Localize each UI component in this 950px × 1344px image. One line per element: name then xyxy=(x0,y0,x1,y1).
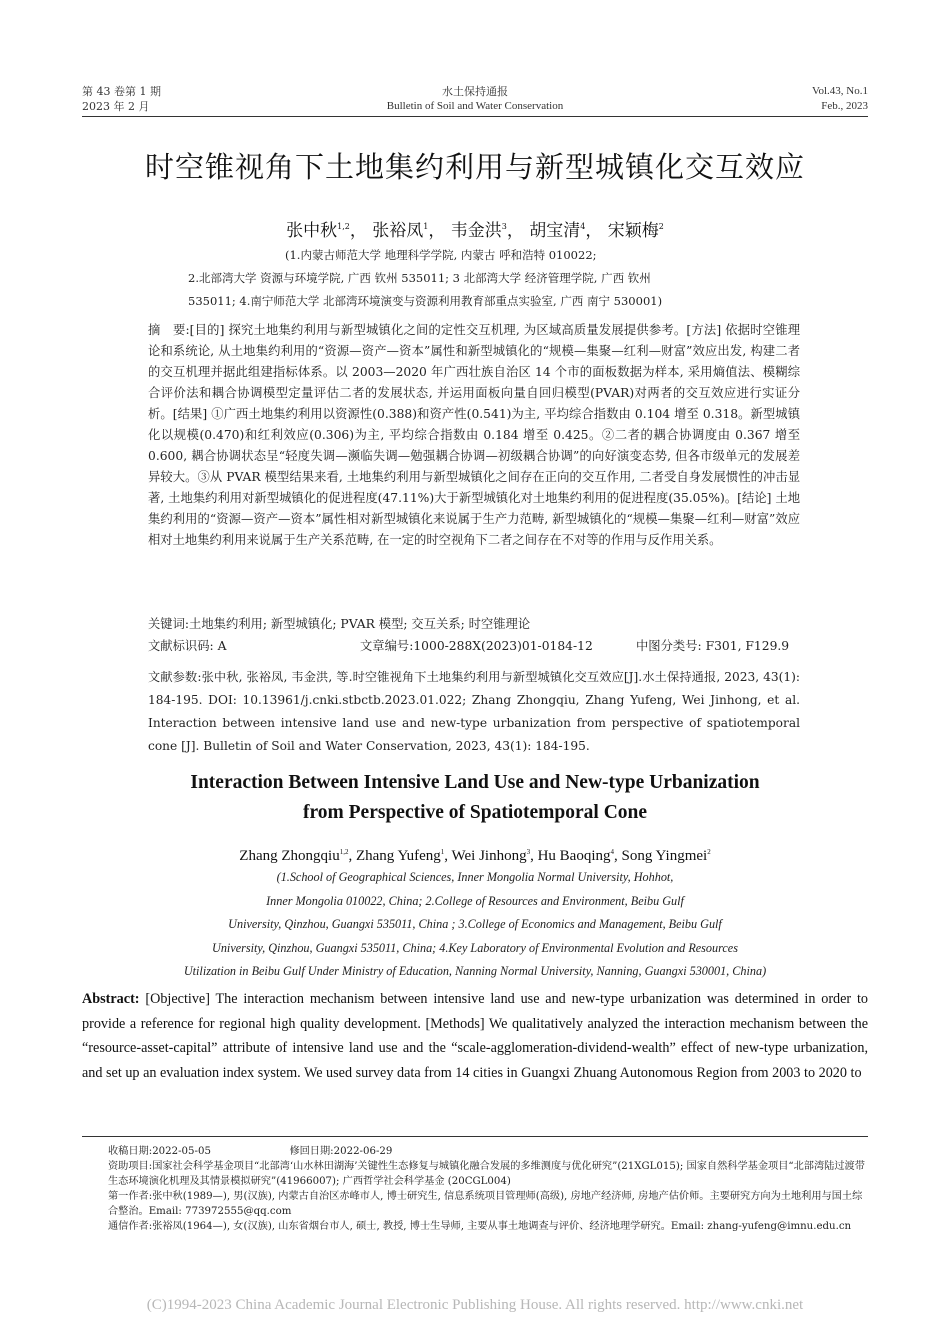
en-author: Zhang Yufeng$^1$ xyxy=(355,848,445,864)
footnote-funding: 资助项目:国家社会科学基金项目“北部湾‘山水林田湖海’关键性生态修复与城镇化融合发展的多维测度与优化研究”(21XGL015); 国家自然科学基金项目“北部湾陆过渡带生态环境演化机理及其情景模拟研究”(41966007); 广西哲学社会科学基金 (20CGL004) xyxy=(108,1161,865,1187)
header-rule xyxy=(82,116,868,117)
en-abstract-label: Abstract: xyxy=(82,991,140,1007)
cn-abstract-label: 摘 要: xyxy=(148,323,190,337)
citation: 文献参数:张中秋, 张裕凤, 韦金洪, 等.时空锥视角下土地集约利用与新型城镇化交互效应[J].水土保持通报, 2023, 43(1): 184-195. DOI: 10.13961/j.cnki.stbctb.2023.01.022; Zhang Zhongqiu, Zhang Yufeng, Wei Jinhong, et al. Interaction between intensive land use and new-type urbanization from perspective of spatiotemporal cone [J]. Bulletin of Soil and Water Conservation, 2023, 43(1): 184-195. xyxy=(148,670,800,753)
en-abstract-text: [Objective] The interaction mechanism between intensive land use and new-type urbanization was determined in order to provide a reference for regional high quality development. [Methods] We qualitatively analyzed the interaction mechanism between the “resource-asset-capital” attribute of intensive land use and the “scale-agglomeration-dividend-wealth” effect of new-type urbanization, and set up an evaluation index system. We used survey data from 14 cities in Guangxi Zhuang Autonomous Region from 2003 to 2020 to xyxy=(82,991,868,1081)
cn-authors: 张中秋$^{1,2}$， 张裕凤$^1$， 韦金洪$^3$， 胡宝清$^4$， 宋颖梅$^2$ xyxy=(286,221,664,241)
en-author: Hu Baoqing$^4$ xyxy=(537,848,614,864)
cn-abstract xyxy=(148,320,800,551)
cn-abstract-text: [目的] 探究土地集约利用与新型城镇化之间的定性交互机理, 为区域高质量发展提供参考。[方法] 依据时空锥理论和系统论, 从土地集约利用的“资源—资产—资本”属性和新型城镇化的“规模—集聚—红利—财富”效应出发, 构建二者的交互机理并据此组建指标体系。以 2003—2020 年广西壮族自治区 14 个市的面板数据为样本, 采用熵值法、模糊综合评价法和耦合协调模型定量评估二者的发展状态, 并运用面板向量自回归模型(PVAR)对两者的交互效应进行实证分析。[结果] ①广西土地集约利用以资源性(0.388)和资产性(0.541)为主, 平均综合指数由 0.104 增至 0.318。新型城镇化以规模(0.470)和红利效应(0.306)为主, 平均综合指数由 0.184 增至 0.425。②二者的耦合协调度由 0.367 增至 0.600, 耦合协调状态呈“轻度失调—濒临失调—勉强耦合协调—初级耦合协调”的向好演变态势, 但各市级单元的发展差异较大。③从 PVAR 模型结果来看, 土地集约利用与新型城镇化之间存在正向的交互作用, 二者受自身发展惯性的冲击显著, 土地集约利用对新型城镇化的促进程度(47.11%)大于新型城镇化对土地集约利用的促进程度(35.05%)。[结论] 土地集约利用的“资源—资产—资本”属性相对新型城镇化来说属于生产力范畴, 新型城镇化的“规模—集聚—红利—财富”效应相对土地集约利用来说属于生产关系范畴, 在一定的时空视角下二者之间存在不对等的作用与反作用关系。 xyxy=(148,323,801,547)
cn-author: 胡宝清$^4$ xyxy=(529,221,586,241)
cn-affiliation-line: (1.内蒙古师范大学 地理科学学院, 内蒙古 呼和浩特 010022; xyxy=(285,248,597,262)
cn-author: 张中秋$^{1,2}$ xyxy=(286,221,350,241)
en-author: Song Yingmei$^2$ xyxy=(621,848,711,864)
cn-affiliation-line: 2.北部湾大学 资源与环境学院, 广西 钦州 535011; 3 北部湾大学 经济管理学院, 广西 钦州 xyxy=(188,271,651,285)
en-affiliation-line: University, Qinzhou, Guangxi 535011, China; 4.Key Laboratory of Environmental Evolution and Resources xyxy=(212,940,738,955)
cn-affiliation-line: 535011; 4.南宁师范大学 北部湾环境演变与资源利用教育部重点实验室, 广西 南宁 530001) xyxy=(188,294,663,308)
en-title: Interaction Between Intensive Land Use and New-type Urbanization from Perspective of Spatiotemporal Cone xyxy=(190,772,760,823)
cn-author: 韦金洪$^3$ xyxy=(450,221,507,241)
footnote-corresponding: 通信作者:张裕凤(1964—), 女(汉族), 山东省烟台市人, 硕士, 教授, 博士生导师, 主要从事土地调查与评价、经济地理学研究。Email: zhang-yufeng@imnu.edu.cn xyxy=(108,1221,852,1232)
en-authors: Zhang Zhongqiu$^{1,2}$, Zhang Yufeng$^1$, Wei Jinhong$^3$, Hu Baoqing$^4$, Song Yingmei$^2$ xyxy=(239,848,711,864)
doc-id: 文献标识码: A xyxy=(148,639,227,653)
en-affiliation-line: Inner Mongolia 010022, China; 2.College of Resources and Environment, Beibu Gulf xyxy=(266,893,684,908)
footnote-rule xyxy=(82,1136,868,1137)
article-number: 文章编号:1000-288X(2023)01-0184-12 xyxy=(360,639,593,653)
en-author: Zhang Zhongqiu$^{1,2}$ xyxy=(239,848,349,864)
cn-author: 宋颖梅$^2$ xyxy=(607,221,664,241)
en-abstract xyxy=(82,987,868,1085)
en-affiliation-line: University, Qinzhou, Guangxi 535011, China ; 3.College of Economics and Management, Beibu Gulf xyxy=(228,917,722,931)
journal-name: 水土保持通报 Bulletin of Soil and Water Conservation xyxy=(386,85,564,112)
journal-issue: Vol.43, No.1 Feb., 2023 xyxy=(811,85,868,112)
en-affiliation-line: Utilization in Beibu Gulf Under Ministry of Education, Nanning Normal University, Nanning, Guangxi 530001, China) xyxy=(183,964,767,978)
en-author: Wei Jinhong$^3$ xyxy=(451,848,531,864)
footnote-first-author: 第一作者:张中秋(1989—), 男(汉族), 内蒙古自治区赤峰市人, 博士研究生, 信息系统项目管理师(高级), 房地产经济师, 房地产估价师。主要研究方向为土地利用与国土综合整治。Email: 773972555@qq.com xyxy=(108,1191,863,1217)
journal-volume: 第 43 卷第 1 期 2023 年 2 月 xyxy=(82,85,161,113)
en-affiliation-line: (1.School of Geographical Sciences, Inner Mongolia Normal University, Hohhot, xyxy=(276,870,674,884)
clc-number: 中图分类号: F301, F129.9 xyxy=(636,639,790,653)
cn-author: 张裕凤$^1$ xyxy=(372,221,429,241)
en-affiliations xyxy=(82,866,868,984)
footnote-dates: 收稿日期:2022-05-05 修回日期:2022-06-29 xyxy=(108,1146,393,1157)
copyright-watermark: (C)1994-2023 China Academic Journal Electronic Publishing House. All rights reserved. http://www.cnki.net xyxy=(146,1297,804,1313)
cn-keywords: 关键词:土地集约利用; 新型城镇化; PVAR 模型; 交互关系; 时空锥理论 xyxy=(148,617,531,631)
cn-title: 时空锥视角下土地集约利用与新型城镇化交互效应 xyxy=(144,150,805,184)
